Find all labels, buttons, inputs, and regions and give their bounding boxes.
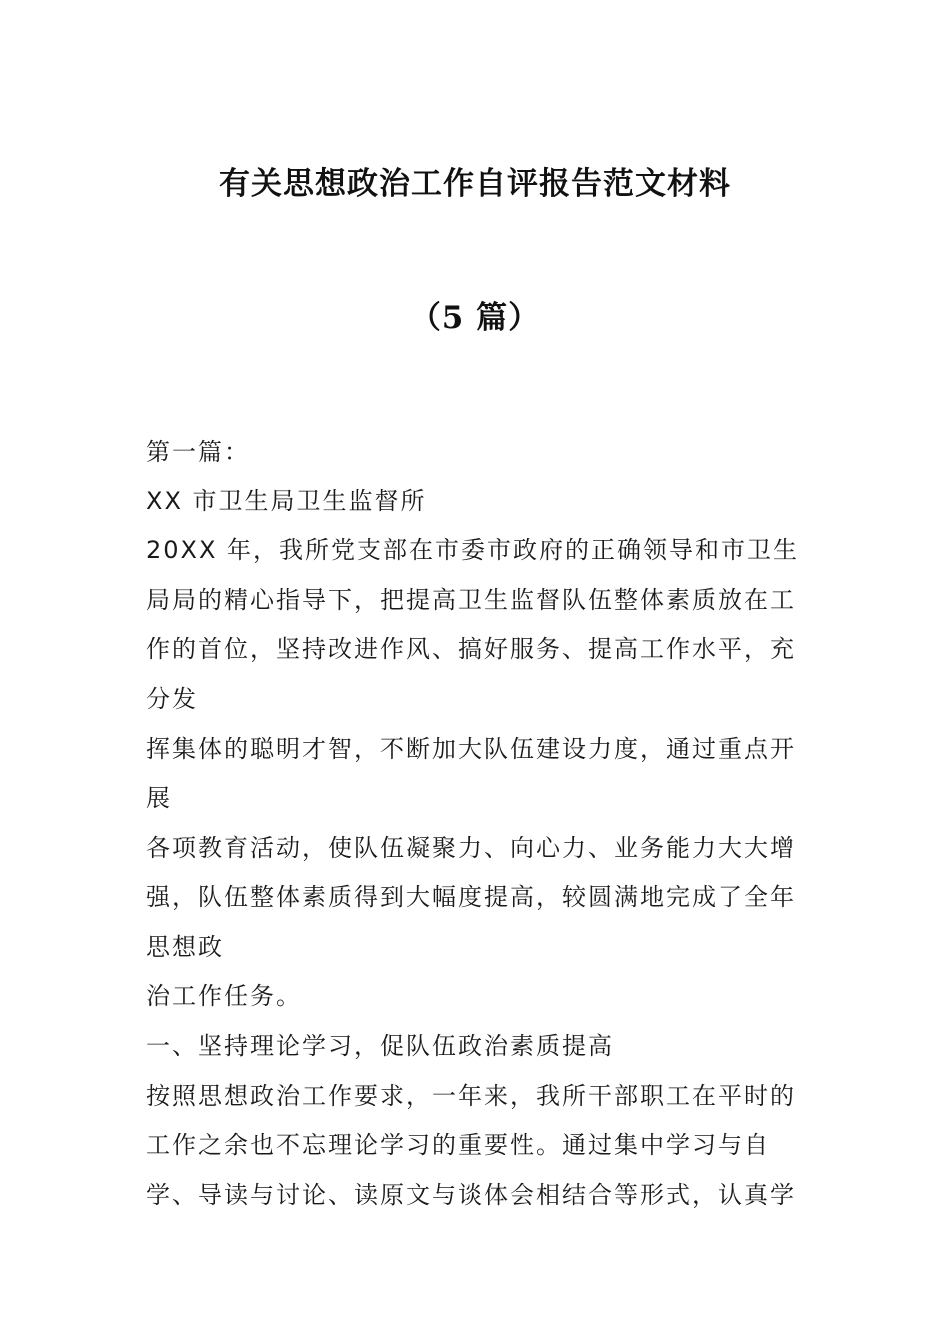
body-line: 分发 xyxy=(146,685,198,713)
body-line: XX 市卫生局卫生监督所 xyxy=(146,487,427,515)
document-title: 有关思想政治工作自评报告范文材料 xyxy=(219,166,731,202)
body-line: 挥集体的聪明才智，不断加大队伍建设力度，通过重点开 xyxy=(146,735,796,763)
body-line: 局局的精心指导下，把提高卫生监督队伍整体素质放在工 xyxy=(146,586,796,614)
body-line: 工作之余也不忘理论学习的重要性。通过集中学习与自 xyxy=(146,1131,770,1159)
section-heading: 一、坚持理论学习，促队伍政治素质提高 xyxy=(146,1032,614,1060)
body-line: 各项教育活动，使队伍凝聚力、向心力、业务能力大大增 xyxy=(146,834,796,862)
body-line: 治工作任务。 xyxy=(146,982,302,1010)
body-line: 展 xyxy=(146,784,172,812)
body-line: 强，队伍整体素质得到大幅度提高，较圆满地完成了全年 xyxy=(146,883,796,911)
body-line: 学、导读与讨论、读原文与谈体会相结合等形式，认真学 xyxy=(146,1181,796,1209)
body-line: 思想政 xyxy=(146,933,224,961)
body-line: 第一篇： xyxy=(146,438,250,466)
document-subtitle: （5 篇） xyxy=(409,300,541,336)
body-line: 20XX 年，我所党支部在市委市政府的正确领导和市卫生 xyxy=(146,536,800,564)
body-line: 按照思想政治工作要求，一年来，我所干部职工在平时的 xyxy=(146,1082,796,1110)
body-line: 作的首位，坚持改进作风、搞好服务、提高工作水平，充 xyxy=(146,635,796,663)
